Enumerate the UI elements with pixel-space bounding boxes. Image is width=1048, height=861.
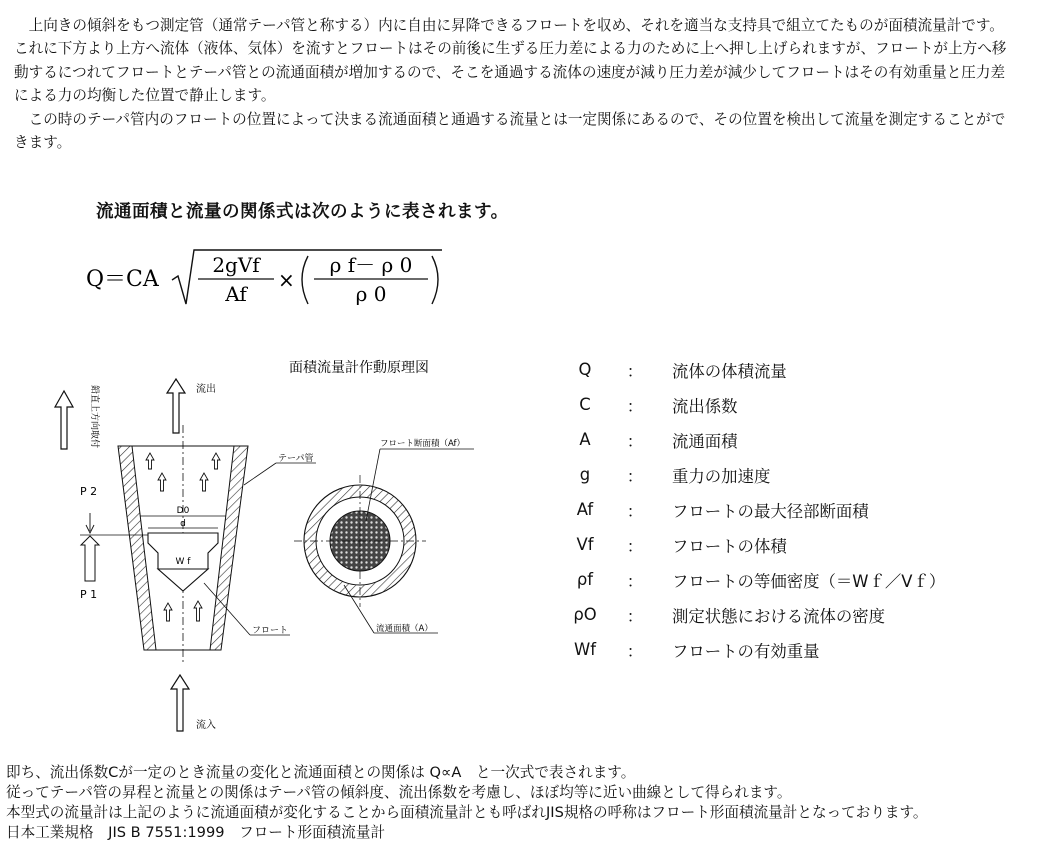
- legend-symbol: C: [579, 395, 591, 414]
- flow-arrow-icon: [164, 603, 172, 621]
- legend-colon: ：: [626, 466, 644, 486]
- legend-desc: フロートの有効重量: [672, 641, 820, 661]
- flow-arrow-icon: [194, 601, 202, 621]
- float-label: フロート: [252, 626, 289, 636]
- outflow-arrow-icon: [167, 379, 185, 433]
- float-tip: [158, 569, 208, 591]
- intro-text: [14, 14, 1014, 154]
- legend-symbol: ρO: [573, 605, 597, 624]
- legend-symbol: ρf: [576, 570, 594, 589]
- legend-row: [560, 527, 945, 562]
- footer-text: [6, 763, 928, 843]
- legend-symbol: g: [579, 465, 591, 484]
- legend-colon: ：: [626, 606, 644, 626]
- legend-desc: 重力の加速度: [672, 466, 771, 486]
- footer-line-2: 従ってテーパ管の昇程と流量との関係はテーパ管の傾斜度、流出係数を考慮し、ほぼ均等に近い曲線として得られます。: [6, 784, 792, 801]
- legend-desc: フロートの最大径部断面積: [672, 501, 869, 521]
- flow-formula: [86, 244, 456, 310]
- footer-line-4: 日本工業規格 JIS B 7551:1999 フロート形面積流量計: [6, 824, 386, 841]
- legend-colon: ：: [626, 501, 644, 521]
- legend-desc: フロートの等価密度（＝Wｆ／Vｆ）: [672, 571, 946, 591]
- flowmeter-principle-diagram: [44, 345, 514, 745]
- flow-area-label: 流通面積（A）: [376, 624, 433, 634]
- flow-arrow-icon: [200, 473, 208, 491]
- formula-times: ×: [278, 268, 295, 292]
- outflow-label: 流出: [196, 384, 216, 395]
- flow-arrow-icon: [146, 453, 154, 469]
- vertical-mount-label: 鉛直上方向取付: [89, 385, 99, 449]
- taper-tube-right-wall: [210, 446, 248, 650]
- intro-paragraph-2: この時のテーパ管内のフロートの位置によって決まる流通面積と通過する流量とは一定関係にあるので、その位置を検出して流量を測定することができます。: [14, 110, 1006, 152]
- flow-arrow-icon: [212, 453, 220, 469]
- vertical-arrow-icon: [55, 391, 73, 449]
- formula-frac1-den: Af: [225, 282, 247, 306]
- legend-colon: ：: [626, 641, 644, 661]
- legend-row: [560, 387, 945, 422]
- legend-desc: 流体の体積流量: [672, 361, 787, 381]
- formula-right-paren: [432, 256, 438, 304]
- legend-colon: ：: [626, 361, 644, 381]
- legend-desc: 測定状態における流体の密度: [672, 606, 886, 626]
- float-weight-label: W f: [175, 557, 191, 567]
- taper-tube-label: テーパ管: [278, 454, 314, 464]
- legend-row: [560, 492, 945, 527]
- diagram-title: 面積流量計作動原理図: [289, 360, 429, 376]
- legend-colon: ：: [626, 431, 644, 451]
- legend-symbol: Q: [578, 360, 592, 379]
- formula-heading: 流通面積と流量の関係式は次のように表されます。: [96, 202, 509, 222]
- inflow-arrow-icon: [171, 675, 189, 731]
- formula-frac2-num: ρ f－ ρ 0: [329, 253, 413, 277]
- formula-frac2-den: ρ 0: [355, 282, 387, 306]
- legend-colon: ：: [626, 571, 644, 591]
- footer-line-1: 即ち、流出係数Cが一定のとき流量の変化と流通面積との関係は Q∝A と一次式で表されます。: [6, 764, 636, 781]
- legend-symbol: A: [579, 430, 591, 449]
- inflow-label: 流入: [196, 720, 216, 731]
- legend-row: [560, 632, 945, 667]
- legend-row: [560, 597, 945, 632]
- legend-row: [560, 352, 945, 387]
- d0-label: D0: [176, 506, 190, 516]
- formula-left-paren: [302, 256, 308, 304]
- legend-row: [560, 457, 945, 492]
- p2-label: P 2: [80, 485, 98, 498]
- legend-desc: 流出係数: [672, 396, 738, 416]
- legend-desc: 流通面積: [672, 431, 738, 451]
- formula-frac1-num: 2gVf: [212, 253, 260, 277]
- legend-symbol: Af: [576, 500, 594, 519]
- legend-symbol: Vf: [576, 535, 594, 554]
- formula-lhs: Q＝CA: [86, 267, 159, 292]
- p1-label: P 1: [80, 588, 98, 601]
- symbol-legend: [560, 352, 945, 667]
- legend-colon: ：: [626, 396, 644, 416]
- flow-arrow-icon: [158, 473, 166, 491]
- legend-row: [560, 562, 945, 597]
- legend-desc: フロートの体積: [672, 536, 787, 556]
- legend-colon: ：: [626, 536, 644, 556]
- legend-row: [560, 422, 945, 457]
- d-label: d: [180, 519, 186, 529]
- intro-paragraph-1: 上向きの傾斜をもつ測定管（通常テーパ管と称する）内に自由に昇降できるフロートを収め、それを適当な支持具で組立てたものが面積流量計です。これに下方より上方へ流体（液体、気体）を流すとフロートはその前後に生ずる圧力差による力のために上へ押し上げられますが、フロートが上方へ移動するにつれてフロートとテーパ管との流通面積が増加するので、そこを通過する流体の速度が減り圧力差が減少してフロートはその有効重量と圧力差による力の均衡した位置で静止します。: [14, 17, 1007, 105]
- taper-tube-left-wall: [118, 446, 156, 650]
- p1-arrow-icon: [81, 536, 99, 581]
- footer-line-3: 本型式の流量計は上記のように流通面積が変化することから面積流量計とも呼ばれJIS規格の呼称はフロート形面積流量計となっております。: [6, 804, 928, 821]
- legend-symbol: Wf: [574, 640, 596, 659]
- taper-tube-leader: [244, 463, 276, 485]
- float-section-label: フロート断面積（Af）: [380, 439, 466, 449]
